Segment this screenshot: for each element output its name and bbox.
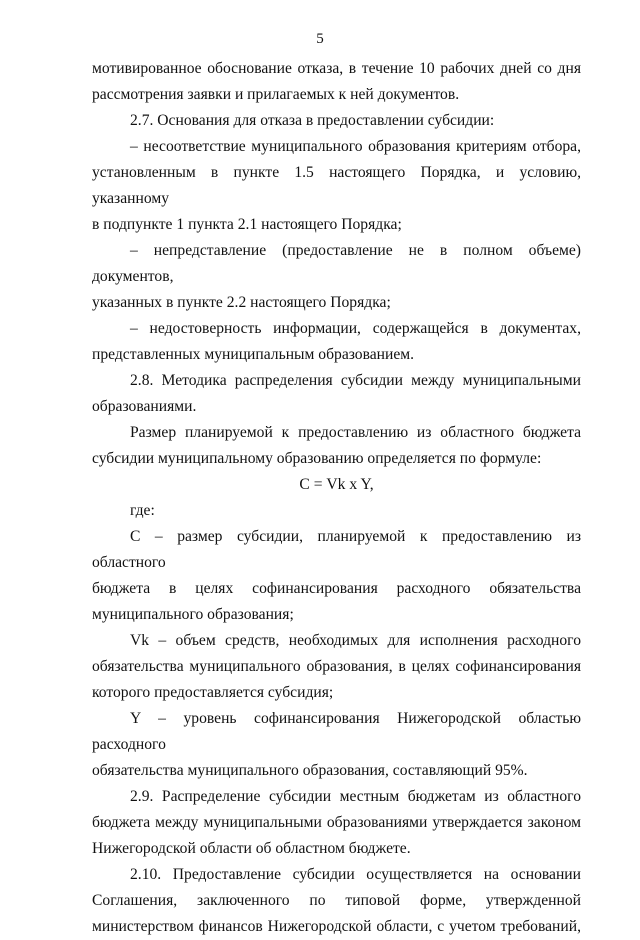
- text-line: Нижегородской области об областном бюджете.: [92, 840, 411, 857]
- text-line: которого предоставляется субсидия;: [92, 684, 334, 701]
- text-line: министерством финансов Нижегородской области, с учетом требований,: [92, 918, 581, 935]
- paragraphs-before-formula: [92, 56, 581, 472]
- page-number: 5: [316, 31, 324, 47]
- text-line: в подпункте 1 пункта 2.1 настоящего Порядка;: [92, 216, 402, 233]
- paragraph-p6: [92, 420, 581, 472]
- paragraph-p7: [92, 498, 581, 524]
- paragraph-p9: [92, 628, 581, 706]
- text-line: 2.10. Предоставление субсидии осуществляется на основании: [130, 866, 581, 883]
- text-line: 2.7. Основания для отказа в предоставлении субсидии:: [130, 112, 495, 129]
- paragraph-p12: [92, 862, 581, 940]
- text-line: С – размер субсидии, планируемой к предоставлению из областного: [92, 528, 581, 571]
- paragraphs-after-formula: [92, 498, 581, 940]
- text-line: 2.9. Распределение субсидии местным бюджетам из областного: [130, 788, 581, 805]
- text-line: рассмотрения заявки и прилагаемых к ней документов.: [92, 86, 460, 103]
- paragraph-p5: [92, 368, 581, 420]
- text-line: бюджета в целях софинансирования расходного обязательства: [92, 580, 581, 597]
- text-line: образованиями.: [92, 398, 197, 415]
- text-line: мотивированное обоснование отказа, в течение 10 рабочих дней со дня: [92, 60, 581, 77]
- text-line: Размер планируемой к предоставлению из областного бюджета: [130, 424, 581, 441]
- paragraph-p3: [92, 238, 581, 316]
- text-line: обязательства муниципального образования, составляющий 95%.: [92, 762, 528, 779]
- paragraph-p0: [92, 56, 581, 108]
- text-line: – несоответствие муниципального образования критериям отбора,: [130, 138, 581, 155]
- text-line: установленным в пункте 1.5 настоящего Порядка, и условию, указанному: [92, 164, 581, 207]
- text-line: субсидии муниципальному образованию определяется по формуле:: [92, 450, 542, 467]
- paragraph-p2: [92, 134, 581, 238]
- paragraph-p1: [92, 108, 581, 134]
- text-line: – недостоверность информации, содержащейся в документах,: [130, 320, 581, 337]
- document-body: [92, 56, 581, 940]
- text-line: Соглашения, заключенного по типовой форме, утвержденной: [92, 892, 581, 909]
- text-line: где:: [130, 502, 155, 519]
- text-line: 2.8. Методика распределения субсидии между муниципальными: [130, 372, 581, 389]
- text-line: указанных в пункте 2.2 настоящего Порядка;: [92, 294, 391, 311]
- text-line: бюджета между муниципальными образованиями утверждается законом: [92, 814, 581, 831]
- paragraph-p4: [92, 316, 581, 368]
- paragraph-p10: [92, 706, 581, 784]
- text-line: – непредставление (предоставление не в полном объеме) документов,: [92, 242, 581, 285]
- text-line: Y – уровень софинансирования Нижегородской областью расходного: [92, 710, 581, 753]
- text-line: муниципального образования;: [92, 606, 294, 623]
- text-line: Vk – объем средств, необходимых для исполнения расходного: [130, 632, 581, 649]
- paragraph-p11: [92, 784, 581, 862]
- text-line: представленных муниципальным образованием.: [92, 346, 415, 363]
- formula: С = Vk x Y,: [299, 476, 374, 493]
- text-line: обязательства муниципального образования, в целях софинансирования: [92, 658, 581, 675]
- paragraph-p8: [92, 524, 581, 628]
